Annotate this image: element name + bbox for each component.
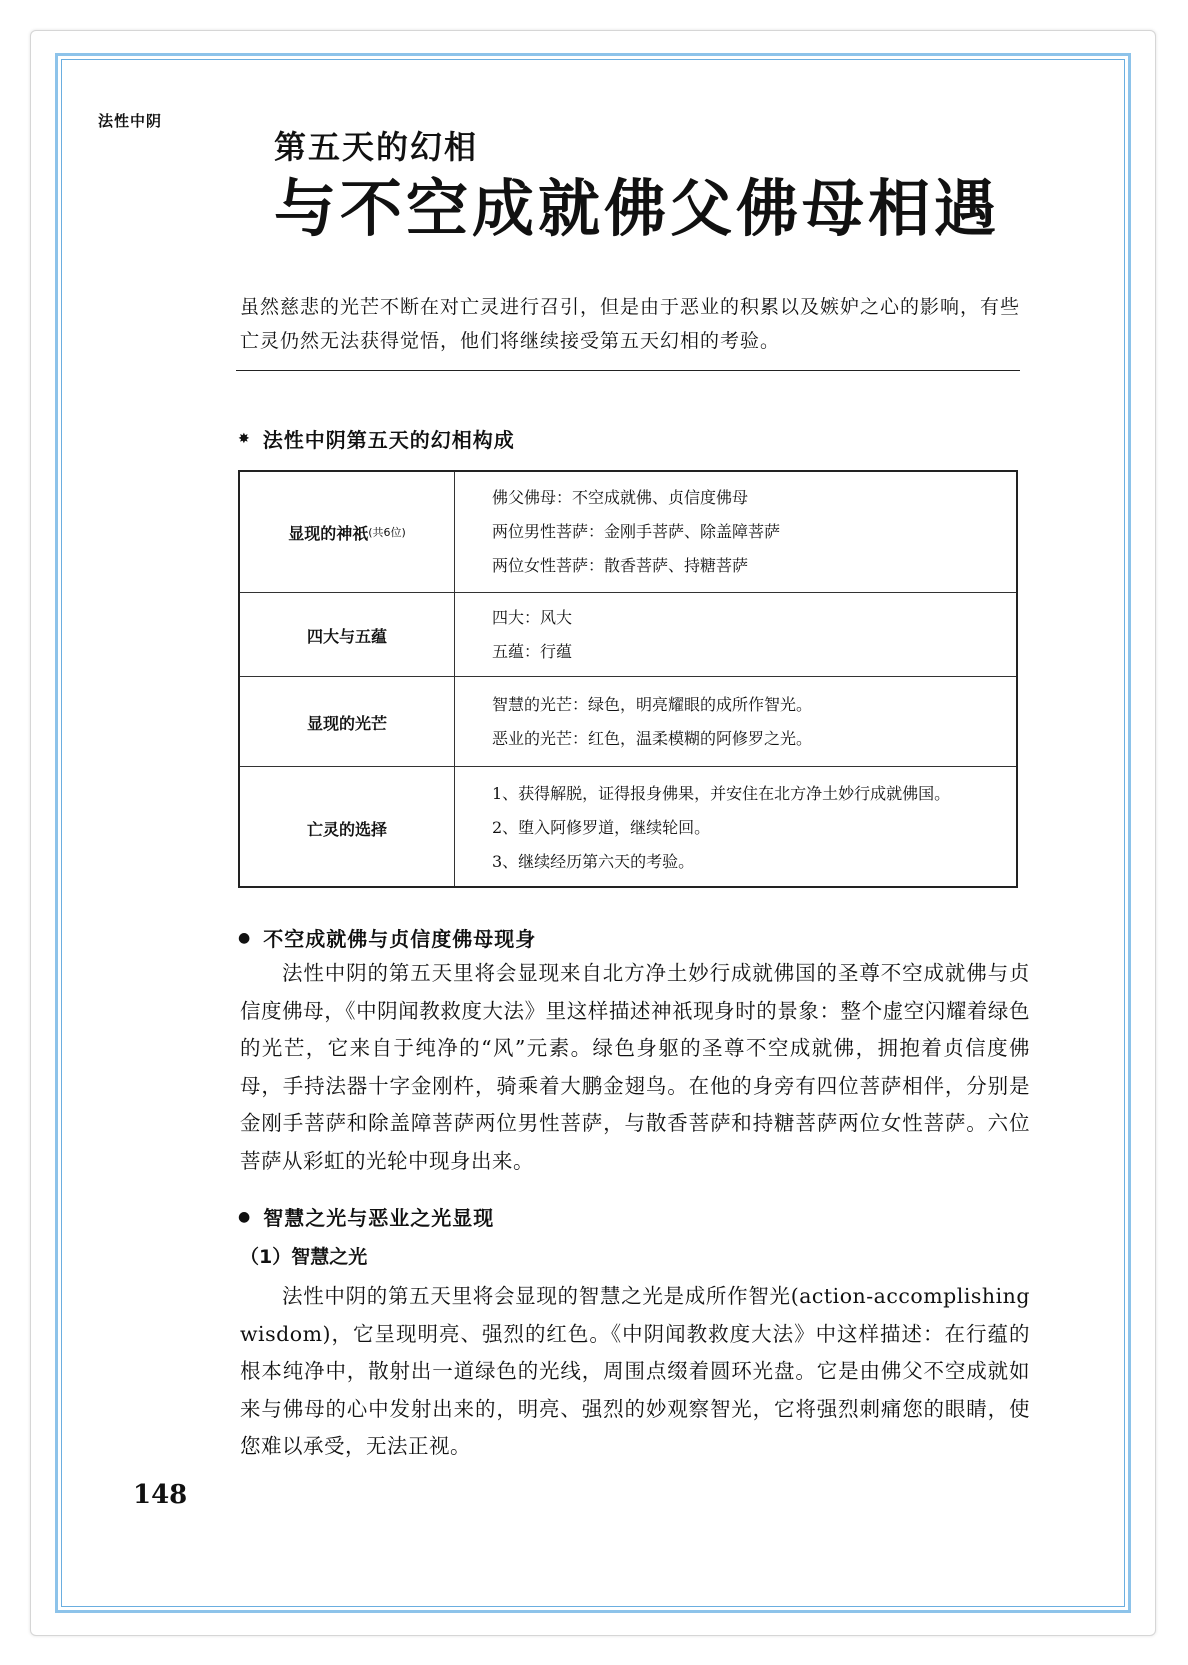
section-heading-appearance [238,923,536,952]
intro-divider [236,370,1020,371]
table-row [240,472,1016,592]
page-number: 148 [133,1480,188,1510]
table-row-label: 显现的光芒 [306,713,387,733]
section-heading-composition [238,424,515,453]
composition-table [238,470,1018,888]
table-row-label-note: (共6位) [368,526,406,539]
bullet-icon: ● [238,1208,252,1225]
wisdom-light-paragraph: 法性中阴的第五天里将会显现的智慧之光是成所作智光(action-accomplishing wisdom)，它呈现明亮、强烈的红色。《中阴闻教救度大法》中这样描述：在行蕴的根本纯净中，散射出一道绿色的光线，周围点缀着圆环光盘。它是由佛父不空成就如来与佛母的心中发射出来的，明亮、强烈的妙观察智光，它将强烈刺痛您的眼睛，使您难以承受，无法正视。 [240,1284,1030,1458]
chapter-subtitle: 第五天的幻相 [274,128,479,166]
table-row-label: 四大与五蕴 [306,626,387,646]
table-row [240,676,1016,767]
table-row-label: 显现的神祇 (共6位) [288,523,406,543]
table-row-content: 四大：风大 五蕴：行蕴 [492,608,573,661]
running-head: 法性中阴 [98,112,163,130]
bullet-icon: ● [238,929,252,946]
section-heading-text: 法性中阴第五天的幻相构成 [262,428,515,452]
table-row [240,592,1016,677]
table-row-label: 亡灵的选择 [306,819,387,839]
table-row-content: 1、获得解脱，证得报身佛果，并安住在北方净土妙行成就佛国。 2、堕入阿修罗道，继续轮回。 3、继续经历第六天的考验。 [492,784,951,871]
bullet-icon: ✸ [238,430,251,447]
chapter-title: 与不空成就佛父佛母相遇 [274,172,1001,245]
table-row-content: 智慧的光芒：绿色，明亮耀眼的成所作智光。 恶业的光芒：红色，温柔模糊的阿修罗之光。 [492,695,813,748]
table-row-content: 佛父佛母：不空成就佛、贞信度佛母 两位男性菩萨：金刚手菩萨、除盖障菩萨 两位女性菩萨：散香菩萨、持糖菩萨 [492,488,781,575]
section-heading-text: 不空成就佛与贞信度佛母现身 [263,927,537,951]
table-row [240,766,1016,889]
section-heading-text: 智慧之光与恶业之光显现 [263,1206,495,1230]
appearance-paragraph: 法性中阴的第五天里将会显现来自北方净土妙行成就佛国的圣尊不空成就佛与贞信度佛母，《中阴闻教救度大法》里这样描述神祇现身时的景象：整个虚空闪耀着绿色的光芒，它来自于纯净的“风”元素。绿色身躯的圣尊不空成就佛，拥抱着贞信度佛母，手持法器十字金刚杵，骑乘着大鹏金翅鸟。在他的身旁有四位菩萨相伴，分别是金刚手菩萨和除盖障菩萨两位男性菩萨，与散香菩萨和持糖菩萨两位女性菩萨。六位菩萨从彩虹的光轮中现身出来。 [240,961,1030,1173]
section-heading-lights [238,1202,494,1231]
wisdom-light-subheading: （1）智慧之光 [240,1246,368,1268]
intro-paragraph: 虽然慈悲的光芒不断在对亡灵进行召引，但是由于恶业的积累以及嫉妒之心的影响，有些亡灵仍然无法获得觉悟，他们将继续接受第五天幻相的考验。 [240,296,1021,352]
